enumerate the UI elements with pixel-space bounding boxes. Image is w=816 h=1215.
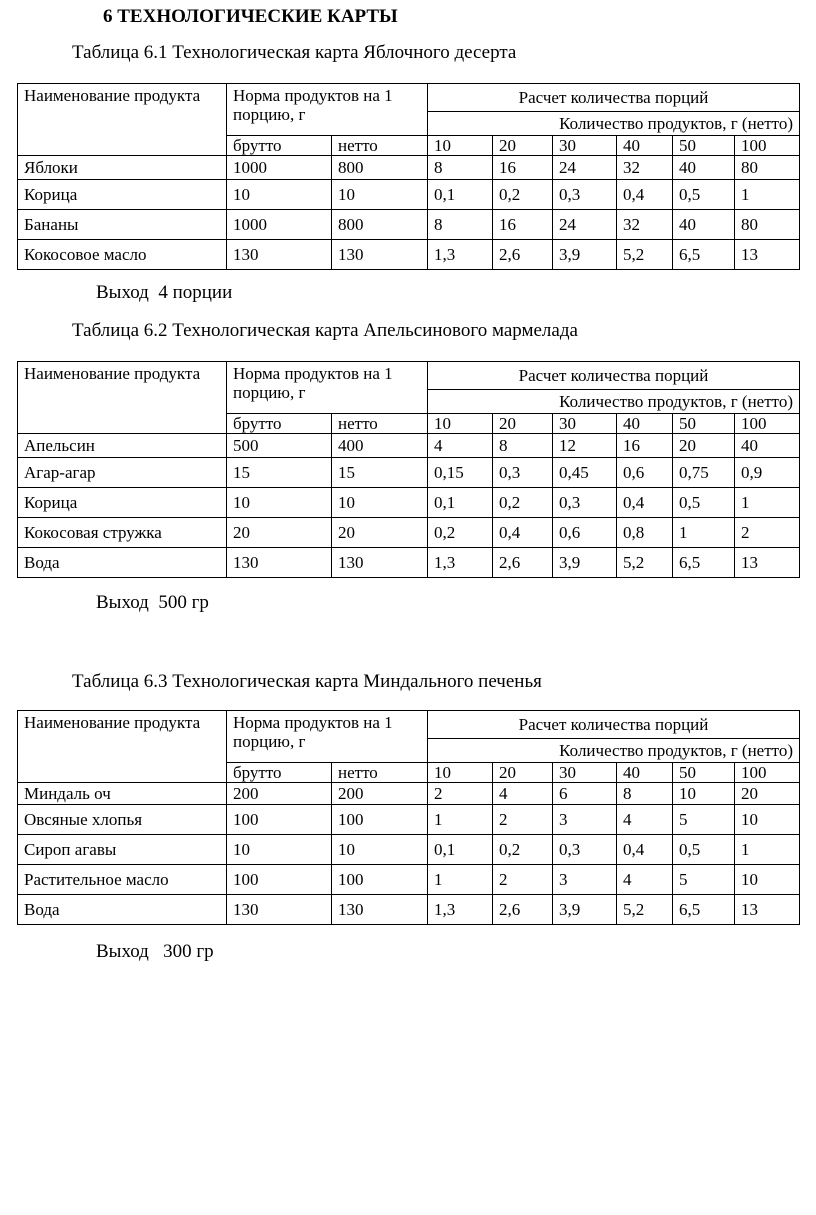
- netto-cell: 130: [332, 895, 428, 925]
- column-header-portions: 100: [735, 136, 800, 156]
- portion-value-cell: 6,5: [673, 548, 735, 578]
- netto-cell: 10: [332, 835, 428, 865]
- portion-value-cell: 16: [493, 210, 553, 240]
- portion-value-cell: 1,3: [428, 240, 493, 270]
- brutto-cell: 130: [227, 895, 332, 925]
- portion-value-cell: 3,9: [553, 895, 617, 925]
- column-header-portions: 10: [428, 136, 493, 156]
- brutto-cell: 1000: [227, 156, 332, 180]
- column-header-qty: Количество продуктов, г (нетто): [428, 390, 800, 414]
- brutto-cell: 130: [227, 240, 332, 270]
- portion-value-cell: 0,15: [428, 458, 493, 488]
- product-name-cell: Апельсин: [18, 434, 227, 458]
- table-row: [18, 240, 800, 270]
- table-row: [18, 895, 800, 925]
- portion-value-cell: 3: [553, 865, 617, 895]
- table-row: [18, 458, 800, 488]
- portion-value-cell: 0,2: [428, 518, 493, 548]
- netto-cell: 15: [332, 458, 428, 488]
- product-name-cell: Яблоки: [18, 156, 227, 180]
- portion-value-cell: 0,1: [428, 488, 493, 518]
- product-name-cell: Миндаль оч: [18, 783, 227, 805]
- portion-value-cell: 13: [735, 240, 800, 270]
- netto-cell: 10: [332, 488, 428, 518]
- tech-card-table: [17, 710, 800, 925]
- brutto-cell: 130: [227, 548, 332, 578]
- portion-value-cell: 8: [617, 783, 673, 805]
- portion-value-cell: 12: [553, 434, 617, 458]
- netto-cell: 200: [332, 783, 428, 805]
- portion-value-cell: 1,3: [428, 895, 493, 925]
- portion-value-cell: 0,45: [553, 458, 617, 488]
- portion-value-cell: 0,5: [673, 835, 735, 865]
- column-header-portions: 50: [673, 136, 735, 156]
- column-header-netto: нетто: [332, 763, 428, 783]
- yield-note: Выход 4 порции: [96, 282, 233, 303]
- column-header-brutto: брутто: [227, 414, 332, 434]
- product-name-cell: Растительное масло: [18, 865, 227, 895]
- portion-value-cell: 32: [617, 210, 673, 240]
- netto-cell: 100: [332, 805, 428, 835]
- table-row: [18, 783, 800, 805]
- portion-value-cell: 8: [493, 434, 553, 458]
- portion-value-cell: 5,2: [617, 240, 673, 270]
- column-header-portions: 100: [735, 414, 800, 434]
- portion-value-cell: 5: [673, 805, 735, 835]
- portion-value-cell: 0,4: [617, 180, 673, 210]
- column-header-portions: 40: [617, 414, 673, 434]
- column-header-portions: 40: [617, 136, 673, 156]
- portion-value-cell: 5,2: [617, 548, 673, 578]
- portion-value-cell: 1: [428, 865, 493, 895]
- brutto-cell: 20: [227, 518, 332, 548]
- product-name-cell: Сироп агавы: [18, 835, 227, 865]
- column-header-portions: 30: [553, 414, 617, 434]
- portion-value-cell: 1: [735, 835, 800, 865]
- portion-value-cell: 0,3: [553, 488, 617, 518]
- column-header-portions: 20: [493, 763, 553, 783]
- column-header-portions: 30: [553, 136, 617, 156]
- portion-value-cell: 3,9: [553, 548, 617, 578]
- portion-value-cell: 13: [735, 548, 800, 578]
- portion-value-cell: 20: [673, 434, 735, 458]
- table-row: [18, 180, 800, 210]
- column-header-name: Наименование продукта: [18, 84, 227, 156]
- table-row: [18, 865, 800, 895]
- column-header-portions: 20: [493, 414, 553, 434]
- page-title: 6 ТЕХНОЛОГИЧЕСКИЕ КАРТЫ: [103, 6, 398, 27]
- brutto-cell: 200: [227, 783, 332, 805]
- portion-value-cell: 1,3: [428, 548, 493, 578]
- netto-cell: 130: [332, 548, 428, 578]
- portion-value-cell: 2,6: [493, 548, 553, 578]
- column-header-norm: Норма продуктов на 1 порцию, г: [227, 711, 428, 763]
- portion-value-cell: 40: [735, 434, 800, 458]
- product-name-cell: Овсяные хлопья: [18, 805, 227, 835]
- netto-cell: 400: [332, 434, 428, 458]
- column-header-portions: 50: [673, 414, 735, 434]
- portion-value-cell: 1: [673, 518, 735, 548]
- portion-value-cell: 2: [493, 865, 553, 895]
- brutto-cell: 10: [227, 488, 332, 518]
- portion-value-cell: 10: [735, 865, 800, 895]
- portion-value-cell: 24: [553, 156, 617, 180]
- portion-value-cell: 4: [617, 805, 673, 835]
- portion-value-cell: 3,9: [553, 240, 617, 270]
- table-row: [18, 805, 800, 835]
- product-name-cell: Кокосовая стружка: [18, 518, 227, 548]
- portion-value-cell: 4: [617, 865, 673, 895]
- portion-value-cell: 2: [428, 783, 493, 805]
- table-row: [18, 210, 800, 240]
- portion-value-cell: 6: [553, 783, 617, 805]
- portion-value-cell: 0,2: [493, 180, 553, 210]
- portion-value-cell: 0,8: [617, 518, 673, 548]
- column-header-calc: Расчет количества порций: [428, 84, 800, 112]
- table-caption: Таблица 6.3 Технологическая карта Миндального печенья: [72, 671, 542, 692]
- portion-value-cell: 0,1: [428, 835, 493, 865]
- table-row: [18, 835, 800, 865]
- portion-value-cell: 0,3: [553, 835, 617, 865]
- brutto-cell: 1000: [227, 210, 332, 240]
- table-caption: Таблица 6.1 Технологическая карта Яблочного десерта: [72, 42, 517, 63]
- netto-cell: 100: [332, 865, 428, 895]
- product-name-cell: Кокосовое масло: [18, 240, 227, 270]
- tech-card-table: [17, 83, 800, 270]
- portion-value-cell: 0,5: [673, 180, 735, 210]
- portion-value-cell: 80: [735, 210, 800, 240]
- portion-value-cell: 13: [735, 895, 800, 925]
- portion-value-cell: 16: [617, 434, 673, 458]
- tech-card-table: [17, 361, 800, 578]
- column-header-brutto: брутто: [227, 763, 332, 783]
- netto-cell: 130: [332, 240, 428, 270]
- portion-value-cell: 0,9: [735, 458, 800, 488]
- portion-value-cell: 0,1: [428, 180, 493, 210]
- column-header-portions: 40: [617, 763, 673, 783]
- column-header-norm: Норма продуктов на 1 порцию, г: [227, 84, 428, 136]
- yield-note: Выход 500 гр: [96, 592, 209, 613]
- portion-value-cell: 80: [735, 156, 800, 180]
- portion-value-cell: 0,4: [617, 835, 673, 865]
- portion-value-cell: 0,3: [553, 180, 617, 210]
- table-row: [18, 156, 800, 180]
- portion-value-cell: 0,6: [553, 518, 617, 548]
- portion-value-cell: 10: [673, 783, 735, 805]
- table-row: [18, 518, 800, 548]
- portion-value-cell: 40: [673, 210, 735, 240]
- brutto-cell: 100: [227, 805, 332, 835]
- column-header-calc: Расчет количества порций: [428, 711, 800, 739]
- column-header-brutto: брутто: [227, 136, 332, 156]
- netto-cell: 10: [332, 180, 428, 210]
- table-caption: Таблица 6.2 Технологическая карта Апельсинового мармелада: [72, 320, 578, 341]
- portion-value-cell: 1: [735, 488, 800, 518]
- column-header-portions: 10: [428, 414, 493, 434]
- portion-value-cell: 6,5: [673, 895, 735, 925]
- brutto-cell: 100: [227, 865, 332, 895]
- portion-value-cell: 5,2: [617, 895, 673, 925]
- portion-value-cell: 6,5: [673, 240, 735, 270]
- column-header-qty: Количество продуктов, г (нетто): [428, 739, 800, 763]
- column-header-norm: Норма продуктов на 1 порцию, г: [227, 362, 428, 414]
- portion-value-cell: 0,4: [617, 488, 673, 518]
- portion-value-cell: 40: [673, 156, 735, 180]
- column-header-calc: Расчет количества порций: [428, 362, 800, 390]
- column-header-netto: нетто: [332, 414, 428, 434]
- portion-value-cell: 0,3: [493, 458, 553, 488]
- portion-value-cell: 2,6: [493, 240, 553, 270]
- portion-value-cell: 8: [428, 156, 493, 180]
- column-header-portions: 20: [493, 136, 553, 156]
- product-name-cell: Агар-агар: [18, 458, 227, 488]
- portion-value-cell: 32: [617, 156, 673, 180]
- portion-value-cell: 0,4: [493, 518, 553, 548]
- brutto-cell: 500: [227, 434, 332, 458]
- yield-note: Выход 300 гр: [96, 941, 214, 962]
- brutto-cell: 10: [227, 180, 332, 210]
- portion-value-cell: 10: [735, 805, 800, 835]
- portion-value-cell: 2,6: [493, 895, 553, 925]
- table-row: [18, 488, 800, 518]
- column-header-qty: Количество продуктов, г (нетто): [428, 112, 800, 136]
- brutto-cell: 10: [227, 835, 332, 865]
- portion-value-cell: 1: [735, 180, 800, 210]
- portion-value-cell: 4: [428, 434, 493, 458]
- table-row: [18, 434, 800, 458]
- column-header-portions: 30: [553, 763, 617, 783]
- product-name-cell: Корица: [18, 488, 227, 518]
- portion-value-cell: 0,5: [673, 488, 735, 518]
- column-header-netto: нетто: [332, 136, 428, 156]
- column-header-name: Наименование продукта: [18, 711, 227, 783]
- portion-value-cell: 8: [428, 210, 493, 240]
- portion-value-cell: 5: [673, 865, 735, 895]
- portion-value-cell: 0,2: [493, 488, 553, 518]
- netto-cell: 800: [332, 156, 428, 180]
- table-row: [18, 548, 800, 578]
- portion-value-cell: 2: [735, 518, 800, 548]
- product-name-cell: Корица: [18, 180, 227, 210]
- portion-value-cell: 3: [553, 805, 617, 835]
- column-header-portions: 10: [428, 763, 493, 783]
- portion-value-cell: 20: [735, 783, 800, 805]
- column-header-portions: 50: [673, 763, 735, 783]
- portion-value-cell: 0,75: [673, 458, 735, 488]
- portion-value-cell: 16: [493, 156, 553, 180]
- portion-value-cell: 2: [493, 805, 553, 835]
- product-name-cell: Вода: [18, 548, 227, 578]
- product-name-cell: Вода: [18, 895, 227, 925]
- netto-cell: 800: [332, 210, 428, 240]
- portion-value-cell: 1: [428, 805, 493, 835]
- portion-value-cell: 4: [493, 783, 553, 805]
- portion-value-cell: 0,2: [493, 835, 553, 865]
- column-header-name: Наименование продукта: [18, 362, 227, 434]
- netto-cell: 20: [332, 518, 428, 548]
- portion-value-cell: 24: [553, 210, 617, 240]
- product-name-cell: Бананы: [18, 210, 227, 240]
- portion-value-cell: 0,6: [617, 458, 673, 488]
- brutto-cell: 15: [227, 458, 332, 488]
- column-header-portions: 100: [735, 763, 800, 783]
